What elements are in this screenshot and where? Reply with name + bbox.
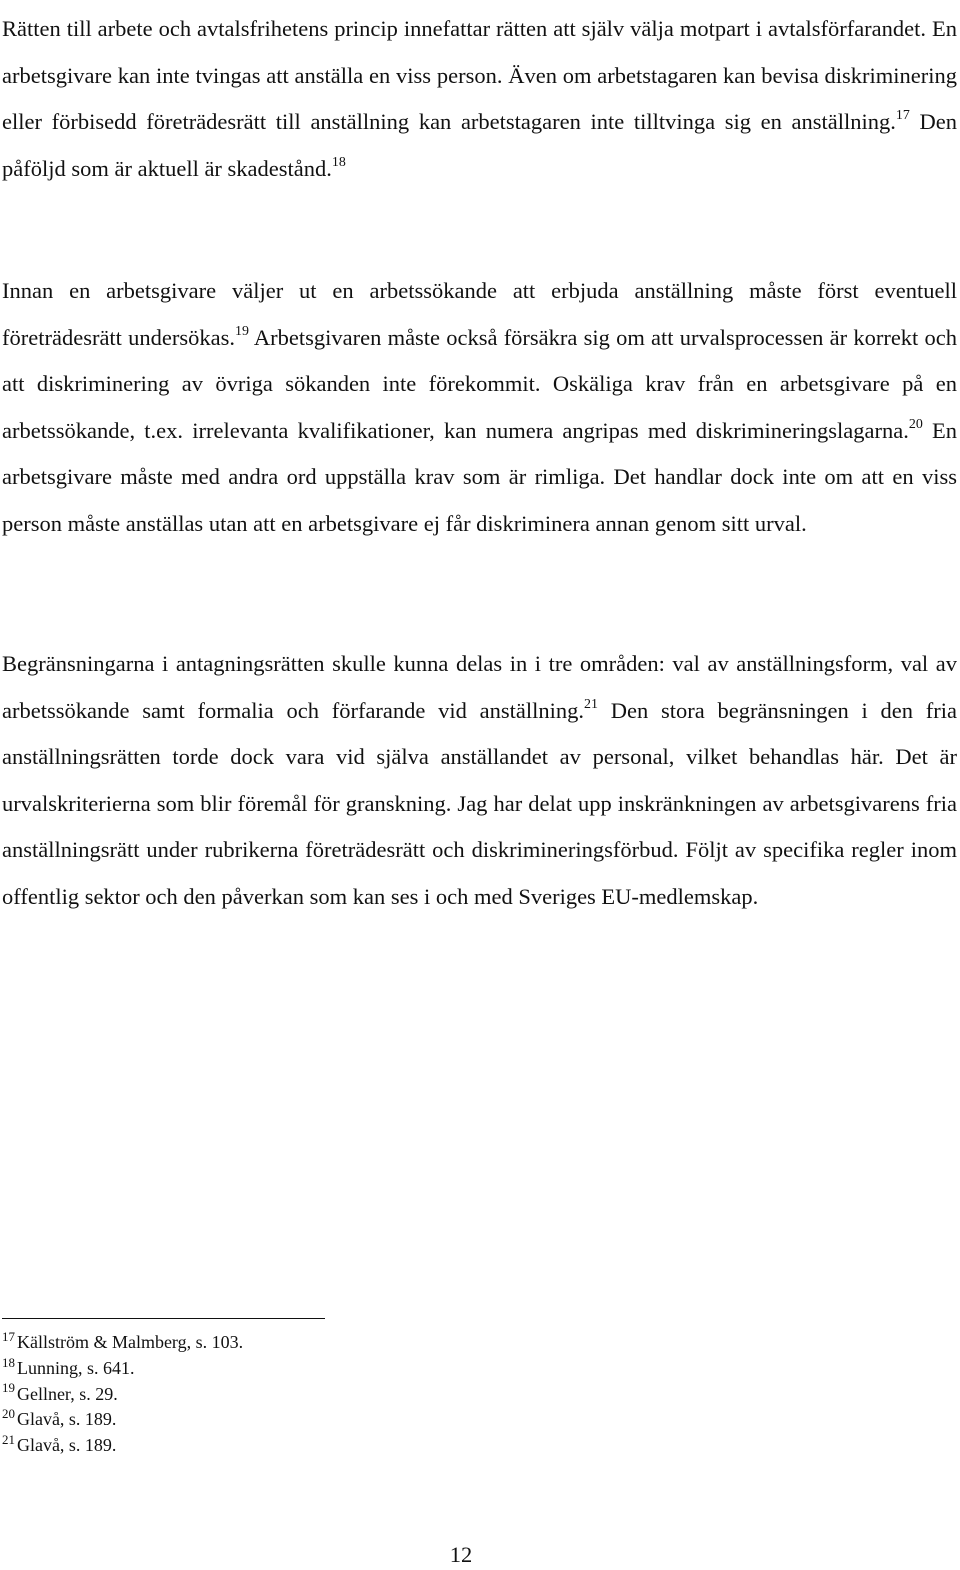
footnote-number: 21 <box>2 1432 15 1448</box>
footnote-text: Glavå, s. 189. <box>16 1409 117 1430</box>
footnote-text: Gellner, s. 29. <box>16 1383 118 1404</box>
footnote-ref-19[interactable]: 19 <box>235 323 249 339</box>
paragraph-3 <box>2 641 957 921</box>
paragraph-text: Arbetsgivaren måste också försäkra sig om att urvalsprocessen är korrekt och att diskriminering av övriga sökanden inte förekommit. Oskäliga krav från en arbetsgivare på en arbetssökande, t.ex. irrelevanta kvalifikationer, kan numera angripas med diskrimineringslagarna. <box>2 324 957 443</box>
footnote-text: Källström & Malmberg, s. 103. <box>16 1332 244 1352</box>
footnote-text: Glavå, s. 189. <box>16 1435 117 1456</box>
paragraph-text: En arbetsgivare måste med andra ord uppställa krav som är rimliga. Det handlar dock inte om att en viss person måste anställas utan att en arbetsgivare ej får diskriminera annan genom sitt urval. <box>2 417 957 536</box>
footnote-number: 19 <box>2 1380 15 1396</box>
paragraph-text: Begränsningarna i antagningsrätten skulle kunna delas in i tre områden: val av anställningsform, val av arbetssökande samt formalia och förfarande vid anställning. <box>2 651 957 723</box>
footnote-ref-17[interactable]: 17 <box>895 108 910 124</box>
footnote-ref-20[interactable]: 20 <box>908 416 923 432</box>
document-page <box>2 0 957 1570</box>
page-number: 12 <box>449 1542 473 1567</box>
footnote-ref-21[interactable]: 21 <box>584 696 598 712</box>
paragraph-text: Rätten till arbete och avtalsfrihetens princip innefattar rätten att själv välja motpart i avtalsförfarandet. En arbetsgivare kan inte tvingas att anställa en viss person. Även om arbetstagaren kan bevisa diskriminering eller förbisedd företrädesrätt till anställning kan arbetstagaren inte tilltvinga sig en anställning. <box>2 16 957 135</box>
footnote-number: 17 <box>2 1328 15 1344</box>
footnotes <box>2 1330 243 1459</box>
paragraph-2 <box>2 268 957 548</box>
footnote-text: Lunning, s. 641. <box>16 1357 135 1378</box>
paragraph-text: Den stora begränsningen i den fria anställningsrätten torde dock vara vid själva anställandet av personal, vilket behandlas här. Det är urvalskriterierna som blir föremål för granskning. Jag har delat upp inskränkningen av arbetsgivarens fria anställningsrätt under rubrikerna företrädesrätt och diskrimineringsförbud. Följt av specifika regler inom offentlig sektor och den påverkan som kan ses i och med Sveriges EU-medlemskap. <box>2 697 957 909</box>
footnote-number: 18 <box>2 1354 15 1370</box>
footnote-21 <box>2 1433 243 1459</box>
footnote-separator <box>2 1318 325 1319</box>
paragraph-text: Den påföljd som är aktuell är skadestånd. <box>2 109 957 181</box>
footnote-17 <box>2 1330 243 1356</box>
footnote-19 <box>2 1382 243 1408</box>
footnote-number: 20 <box>2 1406 15 1422</box>
footnote-20 <box>2 1407 243 1433</box>
footnote-ref-18[interactable]: 18 <box>331 154 346 170</box>
paragraph-text: Innan en arbetsgivare väljer ut en arbetssökande att erbjuda anställning måste först eventuell företrädesrätt undersökas. <box>2 278 957 350</box>
paragraph-1 <box>2 6 957 192</box>
footnote-18 <box>2 1356 243 1382</box>
